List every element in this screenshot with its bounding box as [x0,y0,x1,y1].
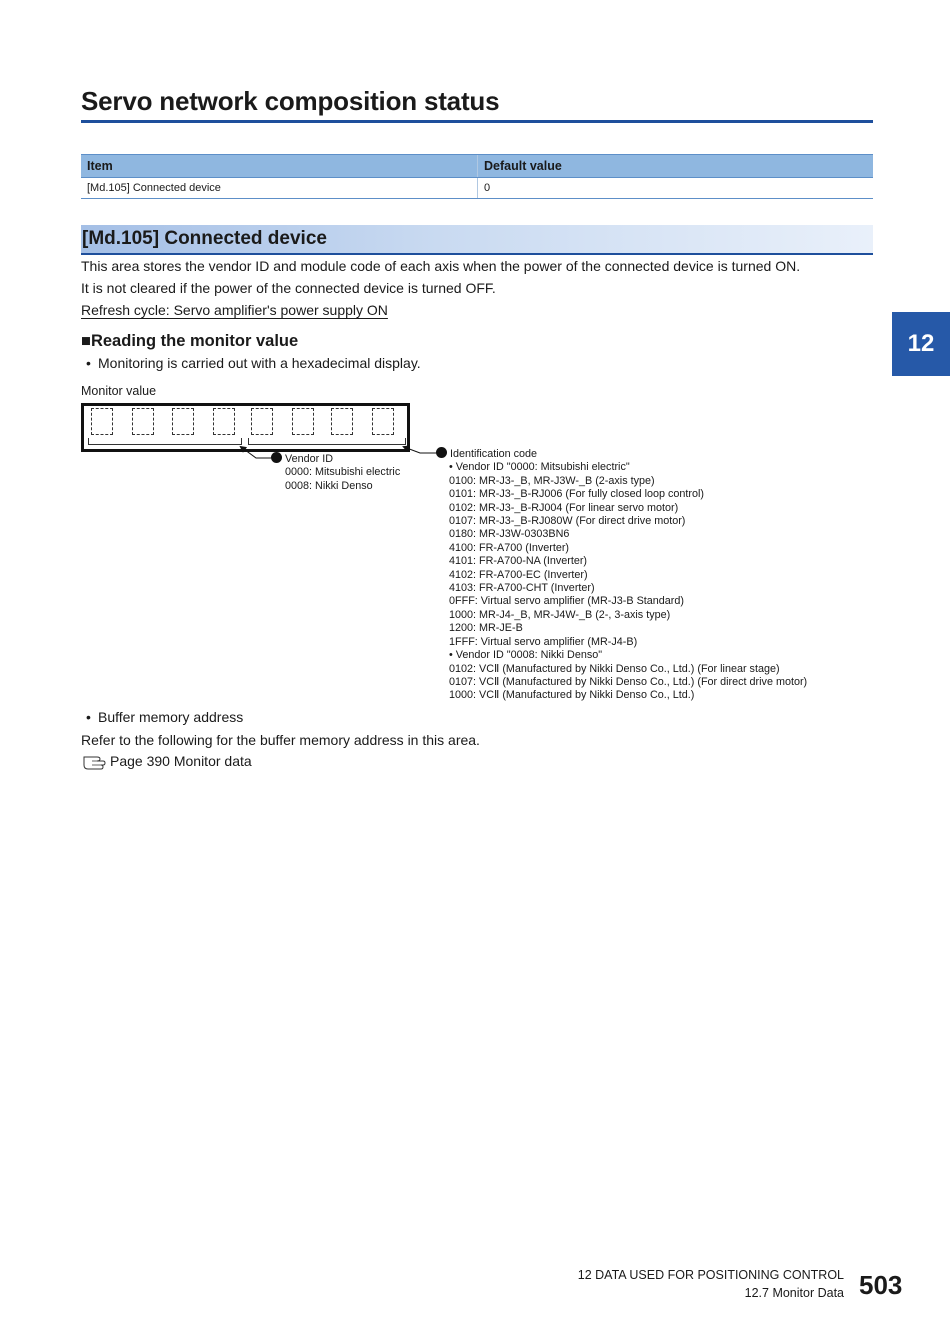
vendor-id-title: Vendor ID [285,453,334,465]
vendor-id-callout [271,452,400,493]
ident-line: • Vendor ID "0008: Nikki Denso" [449,649,603,662]
ident-line: • Vendor ID "0000: Mitsubishi electric" [449,461,630,474]
ident-line: 1000: MR-J4-_B, MR-J4W-_B (2-, 3-axis type) [449,608,671,621]
ident-line: 0FFF: Virtual servo amplifier (MR-J3-B Standard) [449,595,684,608]
ident-line: 0180: MR-J3W-0303BN6 [449,528,570,541]
buffer-memory-text: Refer to the following for the buffer memory address in this area. [81,732,480,748]
callout-marker-icon [436,447,447,458]
ident-line: 0101: MR-J3-_B-RJ006 (For fully closed loop control) [449,488,705,501]
identification-code-callout [436,447,807,703]
description-paragraph: This area stores the vendor ID and module code of each axis when the power of the connected device is turned ON. [81,258,801,274]
column-header-default-value: Default value [478,155,874,178]
vendor-id-line: 0008: Nikki Denso [285,479,373,492]
bullet-text: Buffer memory address [98,709,244,725]
page-title: Servo network composition status [81,86,500,116]
table-cell-item: [Md.105] Connected device [81,178,478,199]
pointing-hand-icon [82,751,108,771]
page-reference-link[interactable]: Page 390 Monitor data [110,753,252,769]
callout-leaders [0,0,950,500]
ident-line: 0100: MR-J3-_B, MR-J3W-_B (2-axis type) [449,474,655,487]
ident-line: 1200: MR-JE-B [449,622,523,635]
ident-line: 0102: VCⅡ (Manufactured by Nikki Denso Co., Ltd.) (For linear stage) [449,662,780,675]
ident-line: 4102: FR-A700-EC (Inverter) [449,568,588,581]
description-paragraph: It is not cleared if the power of the connected device is turned OFF. [81,280,496,296]
chapter-tab: 12 [892,312,950,376]
refresh-cycle-text: Refresh cycle: Servo amplifier's power supply ON [81,302,388,318]
section-title: [Md.105] Connected device [82,228,327,249]
subsection-heading: ■Reading the monitor value [81,332,299,350]
callout-marker-icon [271,452,282,463]
page-number: 503 [859,1270,903,1300]
column-header-item: Item [81,155,478,178]
monitor-value-label: Monitor value [81,384,157,398]
bullet-dot-icon: • [86,355,91,371]
footer-section: 12.7 Monitor Data [744,1286,844,1300]
bullet-text: Monitoring is carried out with a hexadecimal display. [98,355,421,371]
bullet-dot-icon: • [86,709,91,725]
vendor-id-leader [241,447,271,458]
ident-line: 0102: MR-J3-_B-RJ004 (For linear servo motor) [449,501,679,514]
ident-line: 0107: MR-J3-_B-RJ080W (For direct drive motor) [449,515,686,528]
vendor-id-line: 0000: Mitsubishi electric [285,466,401,479]
ident-line: 0107: VCⅡ (Manufactured by Nikki Denso Co., Ltd.) (For direct drive motor) [449,675,808,688]
table-cell-default-value: 0 [478,178,874,199]
ident-line: 1000: VCⅡ (Manufactured by Nikki Denso Co., Ltd.) [449,689,695,702]
ident-line: 1FFF: Virtual servo amplifier (MR-J4-B) [449,635,638,648]
footer-chapter: 12 DATA USED FOR POSITIONING CONTROL [577,1268,844,1282]
identification-code-title: Identification code [450,448,538,460]
ident-code-leader [404,447,436,453]
ident-line: 4101: FR-A700-NA (Inverter) [449,555,588,568]
bullet-item [86,709,243,725]
ident-line: 4100: FR-A700 (Inverter) [449,541,570,554]
ident-line: 4103: FR-A700-CHT (Inverter) [449,582,595,595]
